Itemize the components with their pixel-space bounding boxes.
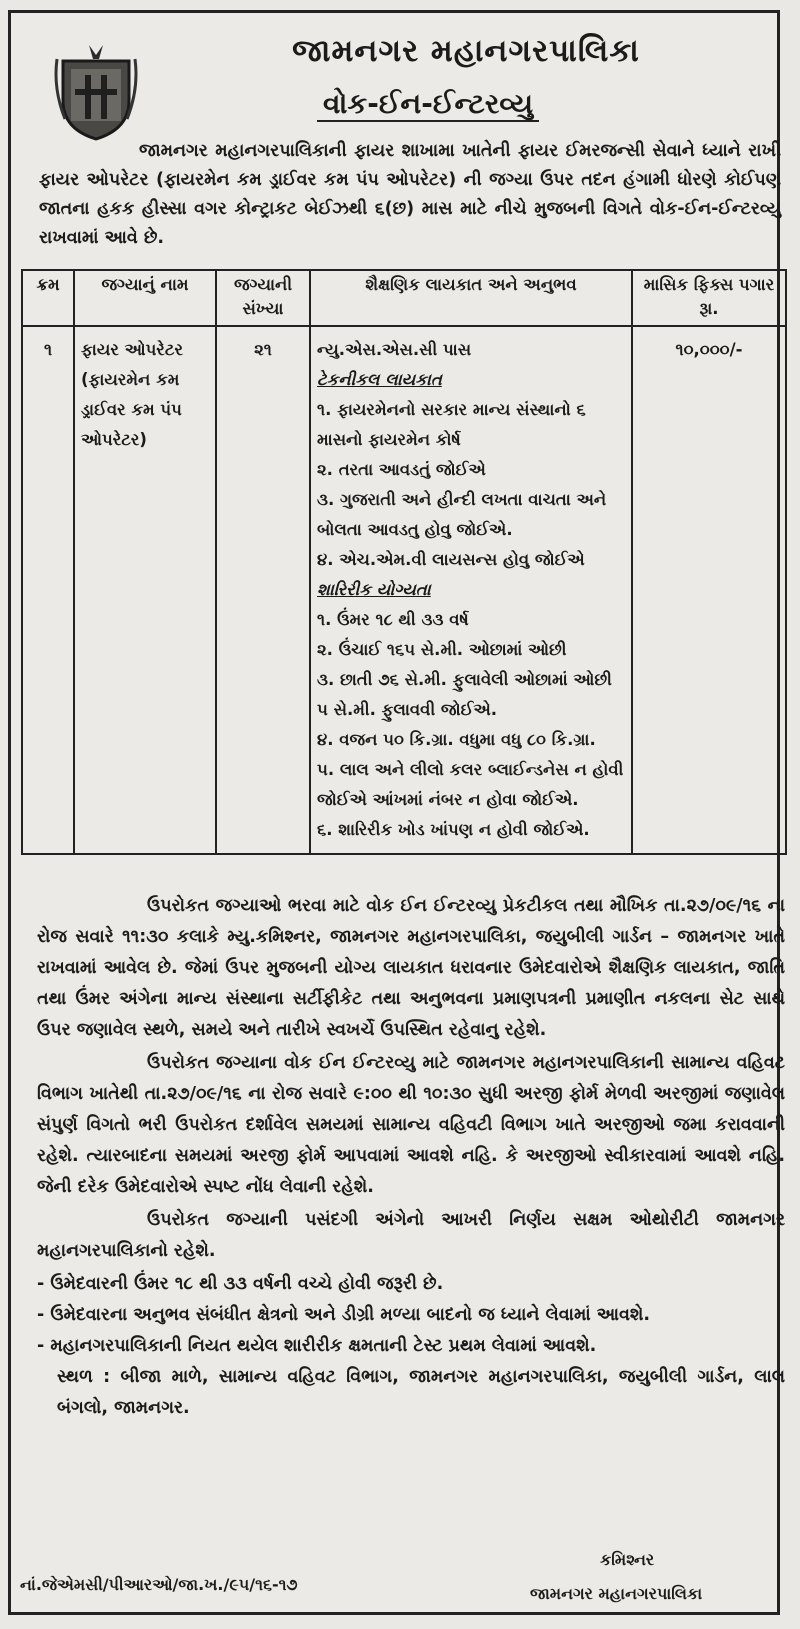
venue-text: સ્થળ : બીજા માળે, સામાન્ય વહિવટ વિભાગ, જામનગર મહાનગરપાલિકા, જયુબીલી ગાર્ડન, લાલ બંગલો, જામનગર. [57, 1367, 785, 1418]
physical-item: ૬. શારિરીક ખોડ ખાંપણ ન હોવી જોઈએ. [317, 820, 590, 839]
technical-item: ૪. એચ.એમ.વી લાયસન્સ હોવુ જોઈએ [317, 550, 585, 569]
header-salary: માસિક ફિક્સ પગાર રૂા. [632, 270, 786, 326]
municipal-emblem-icon [51, 39, 141, 141]
physical-item: ૫. લાલ અને લીલો કલર બ્લાઈન્ડનેસ ન હોવી જોઈએ આંખમાં નંબર ન હોવા જોઈએ. [317, 760, 624, 809]
table-row [22, 326, 786, 854]
physical-item: ૩. છાતી ૭૬ સે.મી. ફુલાવેલી ઓછામાં ઓછી ૫ સે.મી. ફુલાવવી જોઈએ. [317, 670, 612, 719]
header-post: જગ્યાનું નામ [74, 270, 216, 326]
vacancy-table [21, 269, 787, 855]
header-count: જગ્યાની સંખ્યા [216, 270, 310, 326]
technical-item: ૧. ફાયરમેનનો સરકાર માન્ય સંસ્થાનો ૬ માસનો ફાયરમેન કોર્ષ [317, 400, 586, 449]
cell-count: ૨૧ [216, 326, 310, 854]
body-paragraph-1: ઉપરોકત જગ્યાઓ ભરવા માટે વોક ઈન ઈન્ટરવ્યુ પ્રેકટીકલ તથા મૌખિક તા.૨૭/૦૯/૧૬ ના રોજ સવારે ૧૧:૩૦ કલાકે મ્યુ.કમિશ્નર, જામનગર મહાનગરપાલિકા, જયુબીલી ગાર્ડન – જામનગર ખાતે રાખવામાં આવેલ છે. જેમાં ઉપર મુજબની યોગ્ય લાયકાત ધરાવનાર ઉમેદવારોએ શૈક્ષણિક લાયકાત, જાતિ તથા ઉંમર અંગેના માન્ય સંસ્થાના સર્ટીફીકેટ તથા અનુભવના પ્રમાણપત્રની પ્રમાણીત નકલના સેટ સાથે ઉપર જણાવેલ સ્થળે, સમયે અને તારીખે સ્વખર્ચે ઉપસ્થિત રહેવાનુ રહેશે. [37, 896, 785, 1040]
advertisement-frame [8, 10, 785, 1615]
qualification-basic: ન્યુ.એસ.એસ.સી પાસ [317, 340, 472, 359]
body-paragraph-3: ઉપરોકત જગ્યાની પસંદગી અંગેનો આખરી નિર્ણય સક્ષમ ઓથોરીટી જામનગર મહાનગરપાલિકાનો રહેશે. [37, 1210, 785, 1261]
cell-post: ફાયર ઓપરેટર (ફાયરમેન કમ ડ્રાઈવર કમ પંપ ઓપરેટર) [74, 326, 216, 854]
cell-sr: ૧ [22, 326, 74, 854]
reference-number: નાં.જેએમસી/પીઆરઓ/જા.ખ./૯૫/૧૬-૧૭ [20, 1575, 298, 1594]
notice-title: જામનગર મહાનગરપાલિકા [292, 33, 640, 69]
cell-qualification [310, 326, 632, 854]
physical-item: ૪. વજન ૫૦ કિ.ગ્રા. વધુમા વધુ ૮૦ કિ.ગ્રા. [317, 730, 596, 749]
list-item: - ઉમેદવારના અનુભવ સંબંધીત ક્ષેત્રનો અને ડીગ્રી મળ્યા બાદનો જ ધ્યાને લેવામાં આવશે. [37, 1305, 650, 1325]
technical-item: ૨. તરતા આવડતું જોઈએ [317, 460, 486, 479]
list-item: - ઉમેદવારની ઉંમર ૧૮ થી ૩૩ વર્ષની વચ્ચે હોવી જરૂરી છે. [37, 1274, 444, 1294]
cell-salary: ૧૦,૦૦૦/- [632, 326, 786, 854]
subtitle-text: વોક-ઈન-ઈન્ટરવ્યુ [317, 87, 539, 122]
intro-text: જામનગર મહાનગરપાલિકાની ફાયર શાખામા ખાતેની ફાયર ઈમરજન્સી સેવાને ધ્યાને રાખી ફાયર ઓપરેટર (ફાયરમેન કમ ડ્રાઈવર કમ પંપ ઓપરેટર) ની જગ્યા ઉપર તદન હંગામી ધોરણે કોઈપણ જાતના હકક હીસ્સા વગર કોન્ટ્રાકટ બેઈઝથી ૬(છ) માસ માટે નીચે મુજબની વિગતે વોક-ઈન-ઈન્ટરવ્યુ રાખવામાં આવે છે. [39, 141, 781, 248]
technical-heading: ટેકનીકલ લાયકાત [317, 370, 442, 389]
header-sr: ક્રમ [22, 270, 74, 326]
notice-subtitle [293, 87, 563, 133]
body-paragraph-2: ઉપરોકત જગ્યાના વોક ઈન ઈન્ટરવ્યુ માટે જામનગર મહાનગરપાલિકાની સામાન્ય વહિવટ વિભાગ ખાતેથી તા.૨૭/૦૯/૧૬ ના રોજ સવારે ૯:૦૦ થી ૧૦:૩૦ સુધી અરજી ફોર્મ મેળવી અરજીમાં જણાવેલ સંપુર્ણ વિગતો ભરી ઉપરોકત દર્શાવેલ સમયમાં સામાન્ય વહિવટી વિભાગ ખાતે અરજીઓ જમા કરાવવાની રહેશે. ત્યારબાદના સમયમાં અરજી ફોર્મ આપવામાં આવશે નહિ. કે અરજીઓ સ્વીકારવામાં આવશે નહિ. જેની દરેક ઉમેદવારોએ સ્પષ્ટ નોંધ લેવાની રહેશે. [37, 1053, 785, 1197]
physical-heading: શારિરીક યોગ્યતા [317, 580, 431, 599]
table-header-row [22, 270, 786, 326]
physical-item: ૧. ઉંમર ૧૮ થી ૩૩ વર્ષ [317, 610, 469, 629]
list-item: - મહાનગરપાલિકાની નિયત થયેલ શારીરીક ક્ષમતાની ટેસ્ટ પ્રથમ લેવામાં આવશે. [37, 1336, 597, 1356]
physical-item: ૨. ઉંચાઈ ૧૬૫ સે.મી. ઓછામાં ઓછી [317, 640, 567, 659]
notice-body [37, 891, 785, 1426]
intro-paragraph [39, 137, 781, 253]
header-qualification: શૈક્ષણિક લાયકાત અને અનુભવ [310, 270, 632, 326]
signer-title: કમિશ્નર [600, 1550, 655, 1569]
technical-item: ૩. ગુજરાતી અને હીન્દી લખતા વાચતા અને બોલતા આવડતુ હોવુ જોઈએ. [317, 490, 607, 539]
conditions-list [37, 1269, 785, 1362]
signer-organization: જામનગર મહાનગરપાલિકા [530, 1584, 703, 1603]
